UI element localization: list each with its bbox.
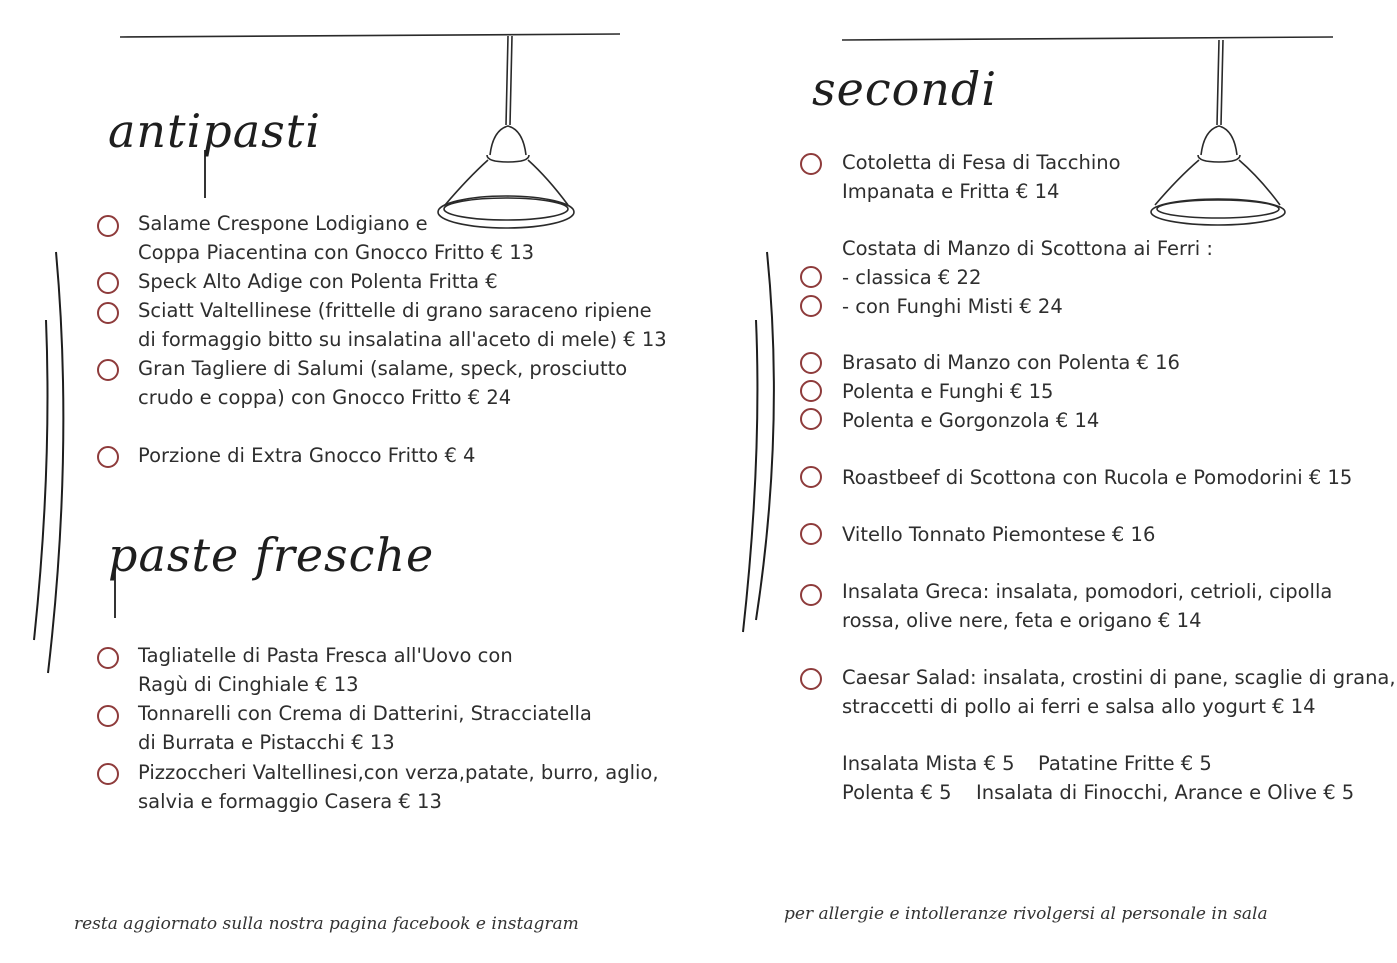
secondi-item-classica-checkbox[interactable]	[800, 266, 822, 288]
costata-header: Costata di Manzo di Scottona ai Ferri :	[842, 237, 1213, 260]
paste-item-2-checkbox[interactable]	[97, 705, 119, 727]
secondi-item-roastbeef-checkbox[interactable]	[800, 466, 822, 488]
secondi-item-caesar-line-2: straccetti di pollo ai ferri e salsa allo yogurt € 14	[842, 695, 1316, 718]
paste-item-1-checkbox[interactable]	[97, 647, 119, 669]
paste-item-2-line-2: di Burrata e Pistacchi € 13	[138, 731, 395, 754]
side-insalata-finocchi: Insalata di Finocchi, Arance e Olive € 5	[976, 781, 1355, 804]
paste-item-1-line-2: Ragù di Cinghiale € 13	[138, 673, 359, 696]
secondi-heading: secondi	[812, 62, 998, 116]
antipasti-item-4-line-1: Gran Tagliere di Salumi (salame, speck, prosciutto	[138, 357, 628, 380]
secondi-item-brasato: Brasato di Manzo con Polenta € 16	[842, 351, 1180, 374]
secondi-item-caesar-line-1: Caesar Salad: insalata, crostini di pane, scaglie di grana,	[842, 666, 1396, 689]
secondi-item-caesar-checkbox[interactable]	[800, 668, 822, 690]
antipasti-item-1-checkbox[interactable]	[97, 215, 119, 237]
antipasti-item-5-line-1: Porzione di Extra Gnocco Fritto € 4	[138, 444, 476, 467]
secondi-item-polenta-gorgonzola: Polenta e Gorgonzola € 14	[842, 409, 1100, 432]
paste-item-3-checkbox[interactable]	[97, 763, 119, 785]
secondi-item-vitello: Vitello Tonnato Piemontese € 16	[842, 523, 1156, 546]
paste-item-3-line-2: salvia e formaggio Casera € 13	[138, 790, 442, 813]
secondi-item-funghi: - con Funghi Misti € 24	[842, 295, 1063, 318]
antipasti-item-2-line-1: Speck Alto Adige con Polenta Fritta €	[138, 270, 498, 293]
secondi-item-vitello-checkbox[interactable]	[800, 523, 822, 545]
antipasti-item-3-line-1: Sciatt Valtellinese (frittelle di grano saraceno ripiene	[138, 299, 652, 322]
paste-item-2-line-1: Tonnarelli con Crema di Datterini, Stracciatella	[138, 702, 592, 725]
secondi-item-brasato-checkbox[interactable]	[800, 352, 822, 374]
secondi-item-polenta-gorgonzola-checkbox[interactable]	[800, 408, 822, 430]
side-polenta: Polenta € 5	[842, 781, 952, 804]
secondi-item-roastbeef: Roastbeef di Scottona con Rucola e Pomodorini € 15	[842, 466, 1353, 489]
secondi-item-polenta-funghi: Polenta e Funghi € 15	[842, 380, 1054, 403]
secondi-item-greca-line-2: rossa, olive nere, feta e origano € 14	[842, 609, 1202, 632]
secondi-item-funghi-checkbox[interactable]	[800, 295, 822, 317]
secondi-item-classica: - classica € 22	[842, 266, 982, 289]
antipasti-item-3-line-2: di formaggio bitto su insalatina all'aceto di mele) € 13	[138, 328, 667, 351]
antipasti-item-1-line-1: Salame Crespone Lodigiano e	[138, 212, 428, 235]
secondi-item-greca-line-1: Insalata Greca: insalata, pomodori, cetrioli, cipolla	[842, 580, 1333, 603]
antipasti-heading: antipasti	[108, 104, 321, 158]
antipasti-item-3-checkbox[interactable]	[97, 302, 119, 324]
right-footer-note: per allergie e intolleranze rivolgersi al personale in sala	[784, 904, 1268, 924]
paste-fresche-heading: paste fresche	[108, 528, 435, 582]
paste-item-3-line-1: Pizzoccheri Valtellinesi,con verza,patate, burro, aglio,	[138, 761, 659, 784]
side-insalata-mista: Insalata Mista € 5	[842, 752, 1015, 775]
antipasti-item-5-checkbox[interactable]	[97, 446, 119, 468]
antipasti-item-2-checkbox[interactable]	[97, 272, 119, 294]
paste-item-1-line-1: Tagliatelle di Pasta Fresca all'Uovo con	[138, 644, 513, 667]
left-footer-note: resta aggiornato sulla nostra pagina facebook e instagram	[74, 914, 579, 934]
secondi-item-1-line-1: Cotoletta di Fesa di Tacchino	[842, 151, 1121, 174]
secondi-item-polenta-funghi-checkbox[interactable]	[800, 380, 822, 402]
secondi-item-greca-checkbox[interactable]	[800, 584, 822, 606]
side-patatine-fritte: Patatine Fritte € 5	[1038, 752, 1212, 775]
antipasti-item-4-line-2: crudo e coppa) con Gnocco Fritto € 24	[138, 386, 512, 409]
antipasti-item-4-checkbox[interactable]	[97, 359, 119, 381]
secondi-item-1-checkbox[interactable]	[800, 153, 822, 175]
antipasti-item-1-line-2: Coppa Piacentina con Gnocco Fritto € 13	[138, 241, 535, 264]
secondi-item-1-line-2: Impanata e Fritta € 14	[842, 180, 1060, 203]
